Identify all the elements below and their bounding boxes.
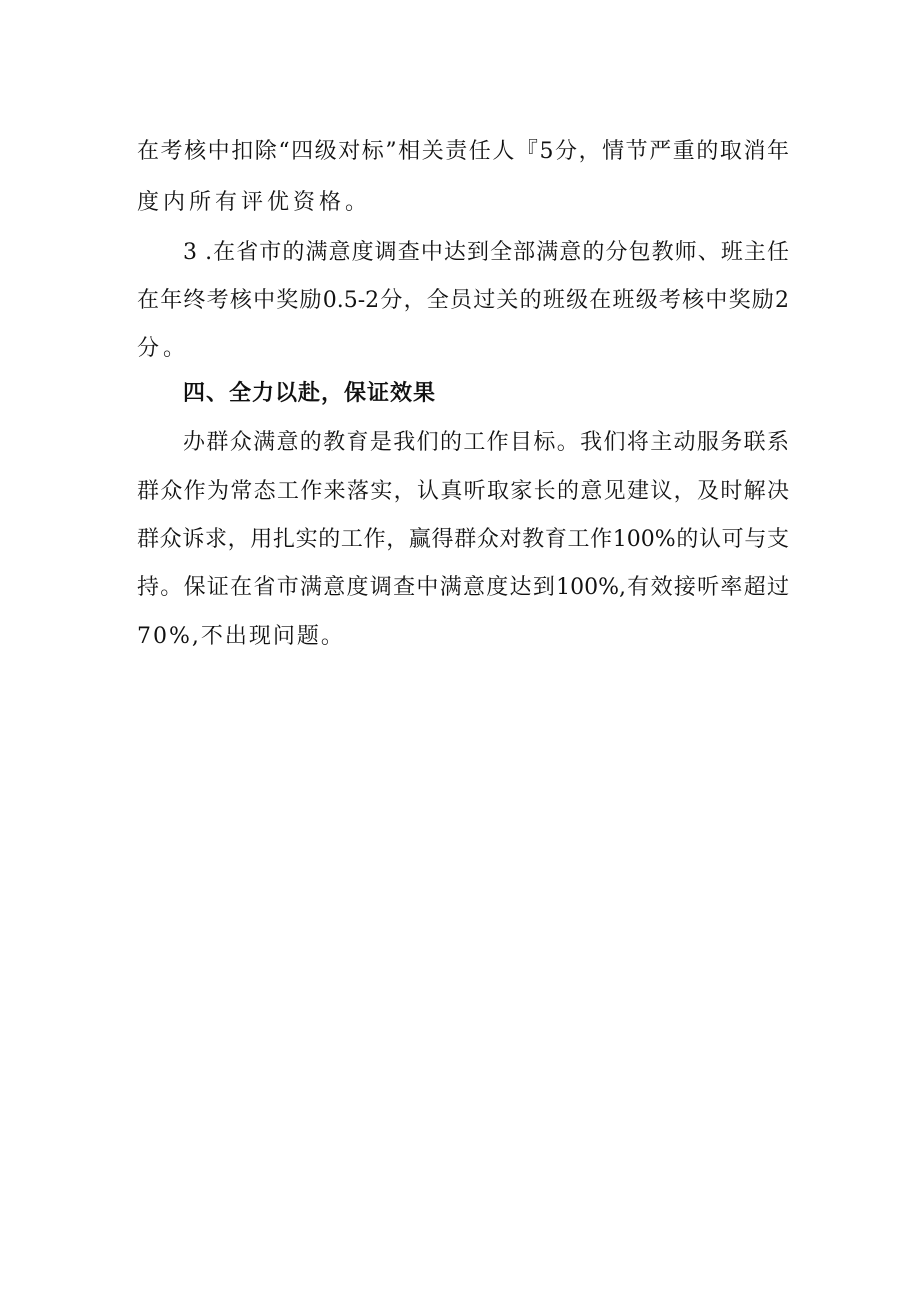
paragraph-3-line-5: 70%,不出现问题。 [137,624,345,649]
paragraph-3-line-3: 群众诉求，用扎实的工作，赢得群众对教育工作100%的认可与支 [137,527,789,552]
paragraph-3-line-2: 群众作为常态工作来落实，认真听取家长的意见建议，及时解决 [137,479,789,504]
paragraph-3-line-1: 办群众满意的教育是我们的工作目标。我们将主动服务联系 [183,430,789,455]
paragraph-2-line-2: 在年终考核中奖励0.5-2分，全员过关的班级在班级考核中奖励2 [137,288,789,313]
paragraph-3-line-4: 持。保证在省市满意度调查中满意度达到100%,有效接听率超过 [137,575,789,600]
paragraph-1-line-1: 在考核中扣除“四级对标”相关责任人『5分，情节严重的取消年 [137,139,789,164]
paragraph-2-line-1: 3 .在省市的满意度调查中达到全部满意的分包教师、班主任 [183,240,789,265]
paragraph-2-line-3: 分。 [137,336,190,361]
paragraph-1-line-2: 度内所有评优资格。 [137,190,372,215]
section-heading: 四、全力以赴，保证效果 [183,381,437,406]
